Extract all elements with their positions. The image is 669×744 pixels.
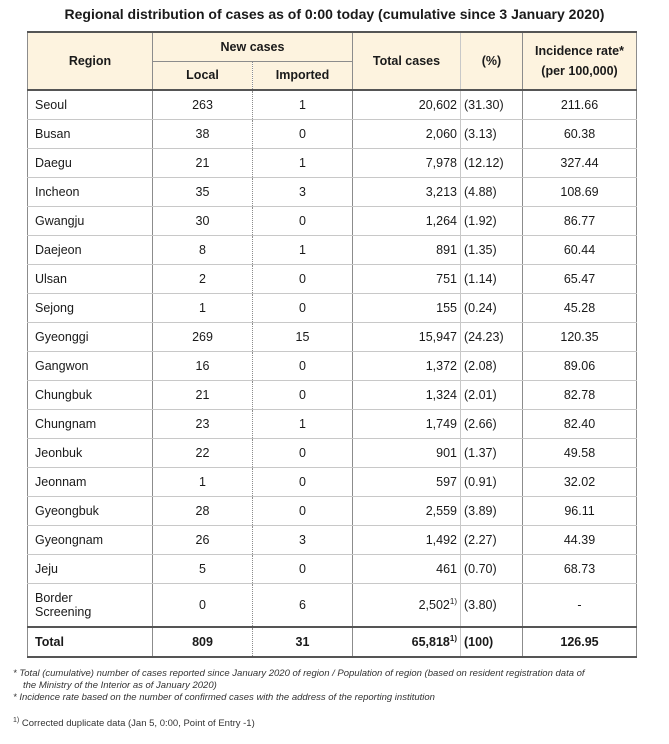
cell-total: 1,749 [353, 409, 461, 438]
cell-pct: (0.91) [461, 467, 523, 496]
cell-imported: 0 [253, 264, 353, 293]
cell-total: 2,559 [353, 496, 461, 525]
cell-local: 23 [153, 409, 253, 438]
cell-pct: (100) [461, 627, 523, 657]
cell-rate: 327.44 [523, 148, 637, 177]
total-value: 65,818 [411, 635, 450, 649]
cell-pct: (1.35) [461, 235, 523, 264]
cell-total: 461 [353, 554, 461, 583]
cell-region: Seoul [28, 90, 153, 119]
cell-local: 35 [153, 177, 253, 206]
table-row [28, 438, 637, 467]
table-row [28, 235, 637, 264]
cell-rate: 45.28 [523, 293, 637, 322]
header-total-cases: Total cases [353, 32, 461, 90]
cell-pct: (3.13) [461, 119, 523, 148]
cell-total: 751 [353, 264, 461, 293]
cell-rate: 82.40 [523, 409, 637, 438]
cell-rate: 60.38 [523, 119, 637, 148]
footnote-correction [13, 718, 663, 729]
cell-region: Chungbuk [28, 380, 153, 409]
cell-total: 2,060 [353, 119, 461, 148]
cell-region: Jeonbuk [28, 438, 153, 467]
cell-total [353, 627, 461, 657]
footnotes [13, 668, 663, 704]
cell-region: Gyeonggi [28, 322, 153, 351]
cell-local: 28 [153, 496, 253, 525]
border-total-value: 2,502 [418, 597, 450, 612]
cell-pct: (2.08) [461, 351, 523, 380]
header-incidence-line1: Incidence rate* [535, 44, 624, 58]
cell-rate: 96.11 [523, 496, 637, 525]
cell-total: 3,213 [353, 177, 461, 206]
cell-imported: 0 [253, 293, 353, 322]
regional-cases-table [27, 31, 637, 658]
cell-total: 7,978 [353, 148, 461, 177]
cell-region: Total [28, 627, 153, 657]
table-row [28, 264, 637, 293]
cell-rate: 32.02 [523, 467, 637, 496]
cell-pct: (3.80) [461, 583, 523, 627]
footnote-incidence-basis: * Incidence rate based on the number of confirmed cases with the address of the reporting institution [13, 692, 435, 703]
cell-total: 1,264 [353, 206, 461, 235]
cell-region: Ulsan [28, 264, 153, 293]
cell-local: 269 [153, 322, 253, 351]
table-row-border-screening [28, 583, 637, 627]
cell-imported: 15 [253, 322, 353, 351]
cell-rate: 44.39 [523, 525, 637, 554]
cell-region: Jeju [28, 554, 153, 583]
cell-local: 1 [153, 293, 253, 322]
cell-region: Daegu [28, 148, 153, 177]
cell-pct: (24.23) [461, 322, 523, 351]
cell-local: 8 [153, 235, 253, 264]
cell-imported: 0 [253, 206, 353, 235]
cell-pct: (1.14) [461, 264, 523, 293]
header-pct: (%) [461, 32, 523, 90]
cell-pct: (0.70) [461, 554, 523, 583]
header-imported: Imported [253, 61, 353, 90]
cell-imported: 1 [253, 409, 353, 438]
footnote-marker: 1) [449, 633, 457, 643]
cell-imported: 0 [253, 554, 353, 583]
cell-rate: 211.66 [523, 90, 637, 119]
header-incidence-line2: (per 100,000) [541, 64, 618, 78]
header-new-cases: New cases [153, 32, 353, 61]
table-row [28, 206, 637, 235]
cell-rate: 60.44 [523, 235, 637, 264]
cell-imported: 0 [253, 496, 353, 525]
cell-pct: (12.12) [461, 148, 523, 177]
cell-pct: (1.92) [461, 206, 523, 235]
cell-local: 2 [153, 264, 253, 293]
table-title: Regional distribution of cases as of 0:00 today (cumulative since 3 January 2020) [64, 6, 605, 22]
cell-imported: 3 [253, 525, 353, 554]
cell-total: 901 [353, 438, 461, 467]
cell-rate: - [523, 583, 637, 627]
cell-region [28, 583, 153, 627]
cell-rate: 82.78 [523, 380, 637, 409]
table-row [28, 525, 637, 554]
cell-pct: (2.66) [461, 409, 523, 438]
cell-total: 15,947 [353, 322, 461, 351]
cell-rate: 120.35 [523, 322, 637, 351]
cell-region: Chungnam [28, 409, 153, 438]
cell-local: 21 [153, 148, 253, 177]
cell-total: 1,324 [353, 380, 461, 409]
cell-rate: 126.95 [523, 627, 637, 657]
footnote-correction-marker: 1) [13, 716, 20, 724]
cell-region: Sejong [28, 293, 153, 322]
table-row [28, 90, 637, 119]
cell-pct: (4.88) [461, 177, 523, 206]
table-row [28, 119, 637, 148]
cell-local: 1 [153, 467, 253, 496]
cell-rate: 68.73 [523, 554, 637, 583]
cell-pct: (2.01) [461, 380, 523, 409]
cell-local: 0 [153, 583, 253, 627]
cell-local: 809 [153, 627, 253, 657]
cell-imported: 0 [253, 438, 353, 467]
table-row [28, 351, 637, 380]
cell-total: 1,372 [353, 351, 461, 380]
table-row-total [28, 627, 637, 657]
cell-total: 597 [353, 467, 461, 496]
cell-local: 26 [153, 525, 253, 554]
cell-local: 30 [153, 206, 253, 235]
cell-rate: 65.47 [523, 264, 637, 293]
cell-imported: 1 [253, 235, 353, 264]
cell-local: 21 [153, 380, 253, 409]
border-region-line2: Screening [35, 604, 92, 619]
cell-total: 155 [353, 293, 461, 322]
cell-local: 263 [153, 90, 253, 119]
cell-imported: 3 [253, 177, 353, 206]
table-row [28, 177, 637, 206]
cell-region: Gyeongnam [28, 525, 153, 554]
cell-region: Busan [28, 119, 153, 148]
cell-imported: 6 [253, 583, 353, 627]
cell-imported: 0 [253, 119, 353, 148]
cell-imported: 0 [253, 380, 353, 409]
cell-region: Daejeon [28, 235, 153, 264]
cell-region: Gwangju [28, 206, 153, 235]
cell-rate: 49.58 [523, 438, 637, 467]
table-row [28, 322, 637, 351]
header-region: Region [28, 32, 153, 90]
header-incidence-rate [523, 32, 637, 90]
cell-imported: 1 [253, 148, 353, 177]
cell-imported: 0 [253, 467, 353, 496]
cell-local: 38 [153, 119, 253, 148]
cell-region: Gangwon [28, 351, 153, 380]
cell-pct: (31.30) [461, 90, 523, 119]
cell-pct: (1.37) [461, 438, 523, 467]
header-local: Local [153, 61, 253, 90]
table-row [28, 148, 637, 177]
cell-total: 891 [353, 235, 461, 264]
table-row [28, 467, 637, 496]
footnote-marker: 1) [449, 596, 457, 606]
border-region-line1: Border [35, 590, 73, 605]
footnote-correction-text: Corrected duplicate data (Jan 5, 0:00, Point of Entry -1) [21, 718, 255, 729]
table-row [28, 554, 637, 583]
cell-total [353, 583, 461, 627]
cell-imported: 31 [253, 627, 353, 657]
table-row [28, 496, 637, 525]
cell-local: 22 [153, 438, 253, 467]
cell-local: 5 [153, 554, 253, 583]
cell-total: 20,602 [353, 90, 461, 119]
cell-rate: 89.06 [523, 351, 637, 380]
table-row [28, 293, 637, 322]
cell-rate: 86.77 [523, 206, 637, 235]
cell-region: Incheon [28, 177, 153, 206]
cell-pct: (2.27) [461, 525, 523, 554]
table-row [28, 380, 637, 409]
cell-rate: 108.69 [523, 177, 637, 206]
cell-total: 1,492 [353, 525, 461, 554]
table-row [28, 409, 637, 438]
cell-imported: 1 [253, 90, 353, 119]
cell-local: 16 [153, 351, 253, 380]
cell-pct: (0.24) [461, 293, 523, 322]
footnote-incidence-definition: * Total (cumulative) number of cases reported since January 2020 of region / Population of region (based on resident registration data of [13, 668, 585, 679]
footnote-incidence-definition-cont: the Ministry of the Interior as of January 2020) [23, 680, 217, 691]
cell-pct: (3.89) [461, 496, 523, 525]
cell-region: Jeonnam [28, 467, 153, 496]
cell-region: Gyeongbuk [28, 496, 153, 525]
cell-imported: 0 [253, 351, 353, 380]
